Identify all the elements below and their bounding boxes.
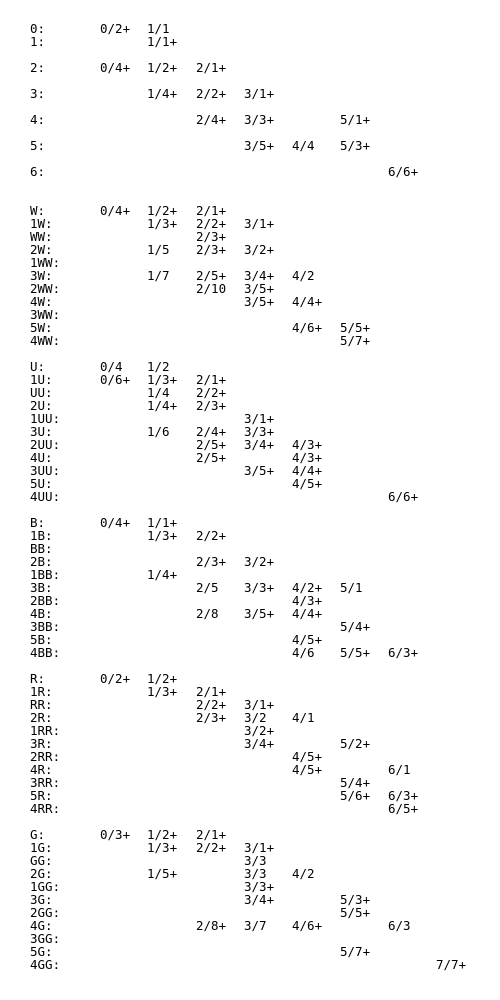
table-row <box>0 334 500 347</box>
table-row <box>0 308 500 321</box>
table-row <box>0 750 500 763</box>
table-cell: 5/4+ <box>340 775 371 790</box>
row-label: 3W: <box>30 268 53 283</box>
table-row <box>0 776 500 789</box>
table-cell: 1/3+ <box>147 840 178 855</box>
table-row <box>0 386 500 399</box>
table-row <box>0 360 500 373</box>
table-row <box>0 22 500 35</box>
table-cell: 0/4 <box>100 359 123 374</box>
table-cell: 2/5+ <box>196 437 227 452</box>
table-cell: 4/6 <box>292 645 315 660</box>
table-row <box>0 789 500 802</box>
table-cell: 1/4 <box>147 385 170 400</box>
table-cell: 3/3+ <box>244 879 275 894</box>
row-label: 3: <box>30 86 46 101</box>
row-label: 2U: <box>30 398 53 413</box>
table-cell: 1/2+ <box>147 671 178 686</box>
table-cell: 5/5+ <box>340 320 371 335</box>
table-cell: 6/1 <box>388 762 411 777</box>
table-cell: 6/6+ <box>388 489 419 504</box>
table-cell: 3/3+ <box>244 424 275 439</box>
row-label: 1: <box>30 34 46 49</box>
table-cell: 2/10 <box>196 281 227 296</box>
table-cell: 1/1+ <box>147 515 178 530</box>
table-cell: 3/3 <box>244 853 267 868</box>
table-cell: 2/5 <box>196 580 219 595</box>
row-label: 2WW: <box>30 281 61 296</box>
row-label: 4GG: <box>30 957 61 972</box>
table-cell: 2/8+ <box>196 918 227 933</box>
row-label: 2R: <box>30 710 53 725</box>
row-label: 2: <box>30 60 46 75</box>
table-cell: 3/1+ <box>244 697 275 712</box>
row-label: 5R: <box>30 788 53 803</box>
table-cell: 2/5+ <box>196 450 227 465</box>
table-row <box>0 763 500 776</box>
row-label: B: <box>30 515 46 530</box>
row-label: 3G: <box>30 892 53 907</box>
table-cell: 5/3+ <box>340 138 371 153</box>
table-cell: 1/4+ <box>147 398 178 413</box>
table-cell: 3/5+ <box>244 463 275 478</box>
table-cell: 5/4+ <box>340 619 371 634</box>
row-label: RR: <box>30 697 53 712</box>
table-row <box>0 321 500 334</box>
table-row <box>0 672 500 685</box>
row-label: 5W: <box>30 320 53 335</box>
table-row <box>0 438 500 451</box>
table-cell: 1/3+ <box>147 216 178 231</box>
table-cell: 3/4+ <box>244 437 275 452</box>
table-cell: 3/5+ <box>244 138 275 153</box>
table-cell: 4/4+ <box>292 463 323 478</box>
table-row <box>0 893 500 906</box>
row-label: 4: <box>30 112 46 127</box>
row-label: 0: <box>30 21 46 36</box>
table-cell: 1/1 <box>147 21 170 36</box>
table-cell: 0/2+ <box>100 671 131 686</box>
table-cell: 2/3+ <box>196 242 227 257</box>
table-cell: 4/3+ <box>292 593 323 608</box>
table-cell: 4/6+ <box>292 320 323 335</box>
row-label: 3RR: <box>30 775 61 790</box>
table-row <box>0 581 500 594</box>
table-cell: 4/5+ <box>292 476 323 491</box>
row-label: 3UU: <box>30 463 61 478</box>
row-label: 1WW: <box>30 255 61 270</box>
row-label: 3BB: <box>30 619 61 634</box>
table-row <box>0 919 500 932</box>
table-cell: 2/3+ <box>196 710 227 725</box>
table-cell: 6/6+ <box>388 164 419 179</box>
table-row <box>0 139 500 152</box>
table-cell: 3/1+ <box>244 86 275 101</box>
row-label: 6: <box>30 164 46 179</box>
table-row <box>0 646 500 659</box>
table-cell: 4/3+ <box>292 437 323 452</box>
row-label: 2UU: <box>30 437 61 452</box>
table-row <box>0 295 500 308</box>
table-cell: 2/3+ <box>196 398 227 413</box>
row-label: 3B: <box>30 580 53 595</box>
row-label: W: <box>30 203 46 218</box>
row-label: GG: <box>30 853 53 868</box>
table-row <box>0 477 500 490</box>
table-row <box>0 165 500 178</box>
table-cell: 0/3+ <box>100 827 131 842</box>
table-cell: 5/1 <box>340 580 363 595</box>
table-cell: 3/3 <box>244 866 267 881</box>
table-cell: 3/2 <box>244 710 267 725</box>
row-label: 4G: <box>30 918 53 933</box>
row-label: 1BB: <box>30 567 61 582</box>
row-label: 4U: <box>30 450 53 465</box>
table-cell: 4/2 <box>292 268 315 283</box>
row-label: 4RR: <box>30 801 61 816</box>
table-cell: 4/6+ <box>292 918 323 933</box>
row-label: 5: <box>30 138 46 153</box>
table-row <box>0 607 500 620</box>
table-cell: 4/2 <box>292 866 315 881</box>
row-label: 1G: <box>30 840 53 855</box>
row-label: G: <box>30 827 46 842</box>
table-cell: 5/5+ <box>340 905 371 920</box>
table-cell: 3/1+ <box>244 411 275 426</box>
table-cell: 4/1 <box>292 710 315 725</box>
table-cell: 5/7+ <box>340 944 371 959</box>
table-cell: 1/2+ <box>147 60 178 75</box>
table-cell: 6/3+ <box>388 645 419 660</box>
table-cell: 1/3+ <box>147 528 178 543</box>
row-label: 1GG: <box>30 879 61 894</box>
table-row <box>0 516 500 529</box>
table-row <box>0 87 500 100</box>
table-cell: 6/3 <box>388 918 411 933</box>
table-cell: 2/2+ <box>196 840 227 855</box>
table-cell: 5/1+ <box>340 112 371 127</box>
table-cell: 1/3+ <box>147 372 178 387</box>
table-cell: 4/4+ <box>292 294 323 309</box>
row-label: 1U: <box>30 372 53 387</box>
table-cell: 3/2+ <box>244 242 275 257</box>
row-label: 2W: <box>30 242 53 257</box>
table-cell: 2/3+ <box>196 229 227 244</box>
table-cell: 4/5+ <box>292 749 323 764</box>
table-cell: 4/4 <box>292 138 315 153</box>
table-cell: 2/2+ <box>196 216 227 231</box>
row-label: 3GG: <box>30 931 61 946</box>
table-row <box>0 373 500 386</box>
table-cell: 3/4+ <box>244 736 275 751</box>
row-label: BB: <box>30 541 53 556</box>
row-label: 1B: <box>30 528 53 543</box>
table-row <box>0 737 500 750</box>
table-cell: 5/6+ <box>340 788 371 803</box>
table-cell: 3/2+ <box>244 723 275 738</box>
table-cell: 2/1+ <box>196 203 227 218</box>
row-label: 5B: <box>30 632 53 647</box>
table-cell: 1/6 <box>147 424 170 439</box>
table-row <box>0 958 500 971</box>
table-cell: 1/5+ <box>147 866 178 881</box>
row-label: 2G: <box>30 866 53 881</box>
table-cell: 5/3+ <box>340 892 371 907</box>
table-cell: 2/1+ <box>196 684 227 699</box>
table-row <box>0 620 500 633</box>
table-cell: 1/2 <box>147 359 170 374</box>
table-cell: 1/4+ <box>147 567 178 582</box>
table-row <box>0 945 500 958</box>
table-cell: 6/3+ <box>388 788 419 803</box>
table-cell: 1/1+ <box>147 34 178 49</box>
table-cell: 4/3+ <box>292 450 323 465</box>
row-label: 4R: <box>30 762 53 777</box>
row-label: 2GG: <box>30 905 61 920</box>
table-cell: 0/6+ <box>100 372 131 387</box>
table-cell: 4/5+ <box>292 762 323 777</box>
table-cell: 0/2+ <box>100 21 131 36</box>
row-label: 1UU: <box>30 411 61 426</box>
table-cell: 2/2+ <box>196 385 227 400</box>
table-row <box>0 932 500 945</box>
row-label: 2RR: <box>30 749 61 764</box>
table-cell: 3/5+ <box>244 606 275 621</box>
row-label: 3R: <box>30 736 53 751</box>
table-row <box>0 113 500 126</box>
row-label: UU: <box>30 385 53 400</box>
table-cell: 3/4+ <box>244 268 275 283</box>
table-cell: 6/5+ <box>388 801 419 816</box>
table-cell: 2/4+ <box>196 112 227 127</box>
row-label: 1RR: <box>30 723 61 738</box>
row-label: 5U: <box>30 476 53 491</box>
row-label: 3U: <box>30 424 53 439</box>
row-label: WW: <box>30 229 53 244</box>
table-cell: 0/4+ <box>100 515 131 530</box>
table-cell: 5/2+ <box>340 736 371 751</box>
table-row <box>0 243 500 256</box>
row-label: U: <box>30 359 46 374</box>
table-cell: 2/4+ <box>196 424 227 439</box>
table-cell: 5/7+ <box>340 333 371 348</box>
table-row <box>0 529 500 542</box>
table-cell: 3/1+ <box>244 216 275 231</box>
table-cell: 2/2+ <box>196 697 227 712</box>
row-label: 4BB: <box>30 645 61 660</box>
row-label: 3WW: <box>30 307 61 322</box>
table-cell: 3/1+ <box>244 840 275 855</box>
row-label: R: <box>30 671 46 686</box>
table-cell: 1/5 <box>147 242 170 257</box>
table-cell: 2/1+ <box>196 60 227 75</box>
table-cell: 4/4+ <box>292 606 323 621</box>
table-cell: 0/4+ <box>100 203 131 218</box>
table-cell: 1/2+ <box>147 203 178 218</box>
table-cell: 4/5+ <box>292 632 323 647</box>
row-label: 4UU: <box>30 489 61 504</box>
table-row <box>0 490 500 503</box>
table-cell: 3/5+ <box>244 281 275 296</box>
table-cell: 1/7 <box>147 268 170 283</box>
table-cell: 2/1+ <box>196 372 227 387</box>
table-cell: 7/7+ <box>436 957 467 972</box>
table-row <box>0 61 500 74</box>
table-cell: 3/3+ <box>244 580 275 595</box>
table-row <box>0 802 500 815</box>
table-cell: 2/2+ <box>196 86 227 101</box>
table-cell: 3/3+ <box>244 112 275 127</box>
table-cell: 4/2+ <box>292 580 323 595</box>
row-label: 1W: <box>30 216 53 231</box>
row-label: 2B: <box>30 554 53 569</box>
table-cell: 3/5+ <box>244 294 275 309</box>
table-cell: 1/4+ <box>147 86 178 101</box>
row-label: 2BB: <box>30 593 61 608</box>
table-cell: 5/5+ <box>340 645 371 660</box>
table-row <box>0 35 500 48</box>
table-cell: 2/5+ <box>196 268 227 283</box>
table-row <box>0 555 500 568</box>
table-cell: 3/4+ <box>244 892 275 907</box>
table-cell: 1/2+ <box>147 827 178 842</box>
table-row <box>0 217 500 230</box>
table-cell: 2/3+ <box>196 554 227 569</box>
table-cell: 2/2+ <box>196 528 227 543</box>
table-cell: 0/4+ <box>100 60 131 75</box>
table-cell: 2/1+ <box>196 827 227 842</box>
table-cell: 2/8 <box>196 606 219 621</box>
table-row <box>0 464 500 477</box>
table-cell: 1/3+ <box>147 684 178 699</box>
row-label: 5G: <box>30 944 53 959</box>
row-label: 4B: <box>30 606 53 621</box>
table-cell: 3/7 <box>244 918 267 933</box>
table-row <box>0 633 500 646</box>
table-cell: 3/2+ <box>244 554 275 569</box>
row-label: 4WW: <box>30 333 61 348</box>
row-label: 4W: <box>30 294 53 309</box>
row-label: 1R: <box>30 684 53 699</box>
